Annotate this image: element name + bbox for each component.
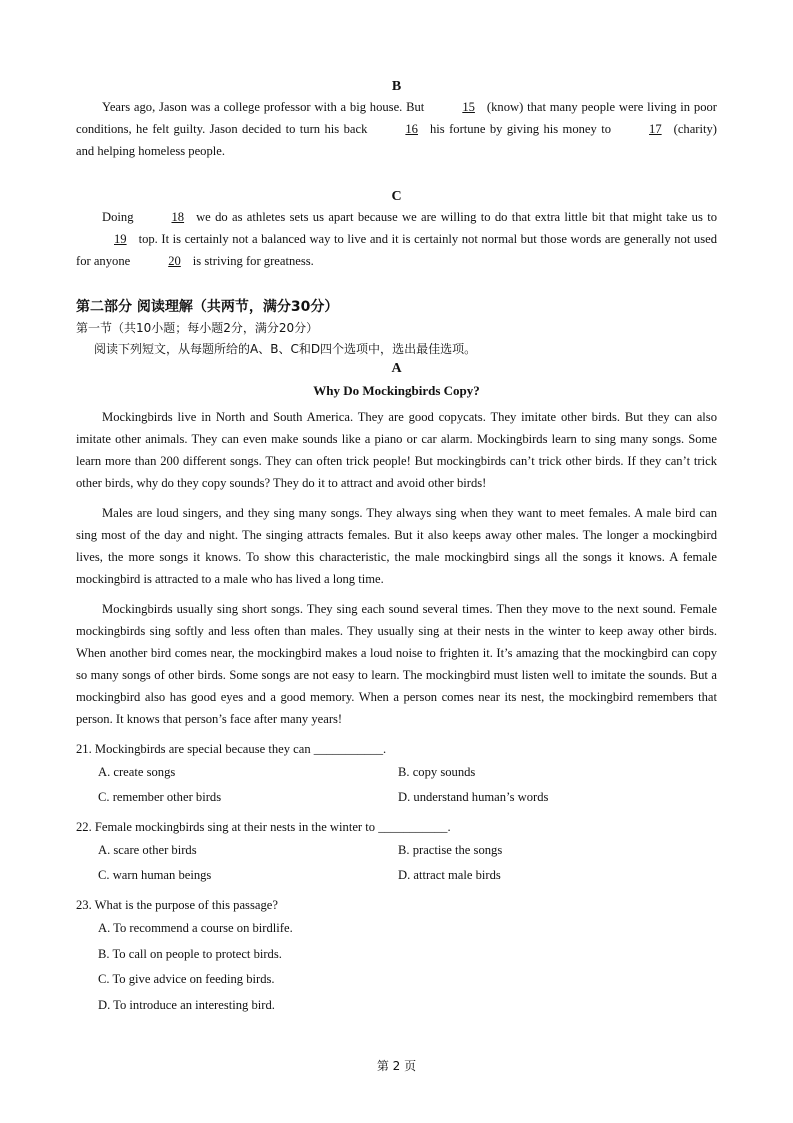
text-span: is striving for greatness. xyxy=(192,254,314,268)
option-c[interactable]: C. warn human beings xyxy=(98,868,212,882)
question-options xyxy=(76,760,717,810)
article-title: Why Do Mockingbirds Copy? xyxy=(313,383,480,398)
option-a[interactable]: A. create songs xyxy=(98,765,176,779)
text-span: we do as athletes sets us apart because we are willing to do that extra little bit that might take us to xyxy=(196,210,717,224)
question-stem: 21. Mockingbirds are special because they can ___________. xyxy=(76,742,387,756)
question-options xyxy=(76,916,717,1018)
blank-18: 18 xyxy=(171,210,185,224)
option-b[interactable]: B. practise the songs xyxy=(398,843,503,857)
text-span: (charity) and helping homeless people. xyxy=(76,122,717,158)
option-b[interactable]: B. To call on people to protect birds. xyxy=(98,946,282,961)
text-span: top. It is certainly not a balanced way to live and it is certainly not normal but those words are generally not used for anyone xyxy=(76,232,717,268)
blank-20: 20 xyxy=(168,254,181,268)
question-22 xyxy=(76,816,717,888)
question-23 xyxy=(76,894,717,1018)
text-span: Years ago, Jason was a college professor with a big house. But xyxy=(102,100,425,114)
part-two-heading: 第二部分 阅读理解（共两节，满分30分） xyxy=(76,299,339,315)
option-c[interactable]: C. To give advice on feeding birds. xyxy=(98,972,275,986)
section-c-paragraph xyxy=(76,206,717,272)
section-b-paragraph xyxy=(76,96,717,162)
blank-19: 19 xyxy=(114,232,127,246)
question-21 xyxy=(76,738,717,810)
page-number: 第 2 页 xyxy=(376,1059,417,1073)
section-c-letter: C xyxy=(391,189,402,204)
article-body xyxy=(76,406,717,730)
article-paragraph-2: Males are loud singers, and they sing many songs. They always sing when they want to meet females. A male bird can sing most of the day and night. The singing attracts females. But it also keeps away other males. The longer a mockingbird lives, the more songs it knows. To show this characteristic, the male mockingbird sings all the songs it knows. A female mockingbird is attracted to a male who has lived a long time. xyxy=(76,506,717,586)
text-span: (know) that many people were living in poor conditions, he felt guilty. Jason decided to turn his back xyxy=(76,100,717,136)
option-d[interactable]: D. understand human’s words xyxy=(398,790,549,804)
reading-instruction: 阅读下列短文，从每题所给的A、B、C和D四个选项中，选出最佳选项。 xyxy=(94,342,477,356)
blank-15: 15 xyxy=(462,100,475,114)
document-page xyxy=(76,78,717,1018)
text-span: Doing xyxy=(102,210,134,224)
option-b[interactable]: B. copy sounds xyxy=(398,765,476,779)
article-paragraph-3: Mockingbirds usually sing short songs. They sing each sound several times. Then they move to the next sound. Female mockingbirds sing softly and less often than males. They usually sing at their nests in the winter to keep away other birds. When another bird comes near, the mockingbird makes a loud noise to frighten it. It’s amazing that the mockingbird can copy so many songs of other birds. Some songs are not easy to learn. The mockingbird must listen well to imitate the sounds. But a mockingbird also has good eyes and a good memory. When a person comes near its nest, the mockingbird remembers that person. It knows that person’s face after many years! xyxy=(76,602,717,726)
question-options xyxy=(76,838,717,888)
article-paragraph-1: Mockingbirds live in North and South America. They are good copycats. They imitate other birds. But they can also imitate other animals. They can even make sounds like a piano or car alarm. Mockingbirds learn to sing many songs. Some learn more than 200 different songs. They can often trick people! But mockingbirds can’t trick other birds. If they can’t trick other birds, why do they copy sounds? They do it to attract and avoid other birds! xyxy=(76,410,717,490)
blank-16: 16 xyxy=(405,122,418,136)
question-stem: 22. Female mockingbirds sing at their nests in the winter to ___________. xyxy=(76,820,451,834)
section-b-letter: B xyxy=(391,79,402,94)
option-d[interactable]: D. attract male birds xyxy=(398,868,501,882)
text-span: his fortune by giving his money to xyxy=(429,122,612,136)
option-d[interactable]: D. To introduce an interesting bird. xyxy=(98,997,275,1012)
blank-17: 17 xyxy=(649,122,662,136)
option-c[interactable]: C. remember other birds xyxy=(98,790,222,804)
option-a[interactable]: A. scare other birds xyxy=(98,843,197,857)
section-one-subheading: 第一节（共10小题；每小题2分，满分20分） xyxy=(76,321,319,335)
article-a-letter: A xyxy=(391,361,402,376)
option-a[interactable]: A. To recommend a course on birdlife. xyxy=(98,921,293,935)
question-stem: 23. What is the purpose of this passage? xyxy=(76,898,278,912)
